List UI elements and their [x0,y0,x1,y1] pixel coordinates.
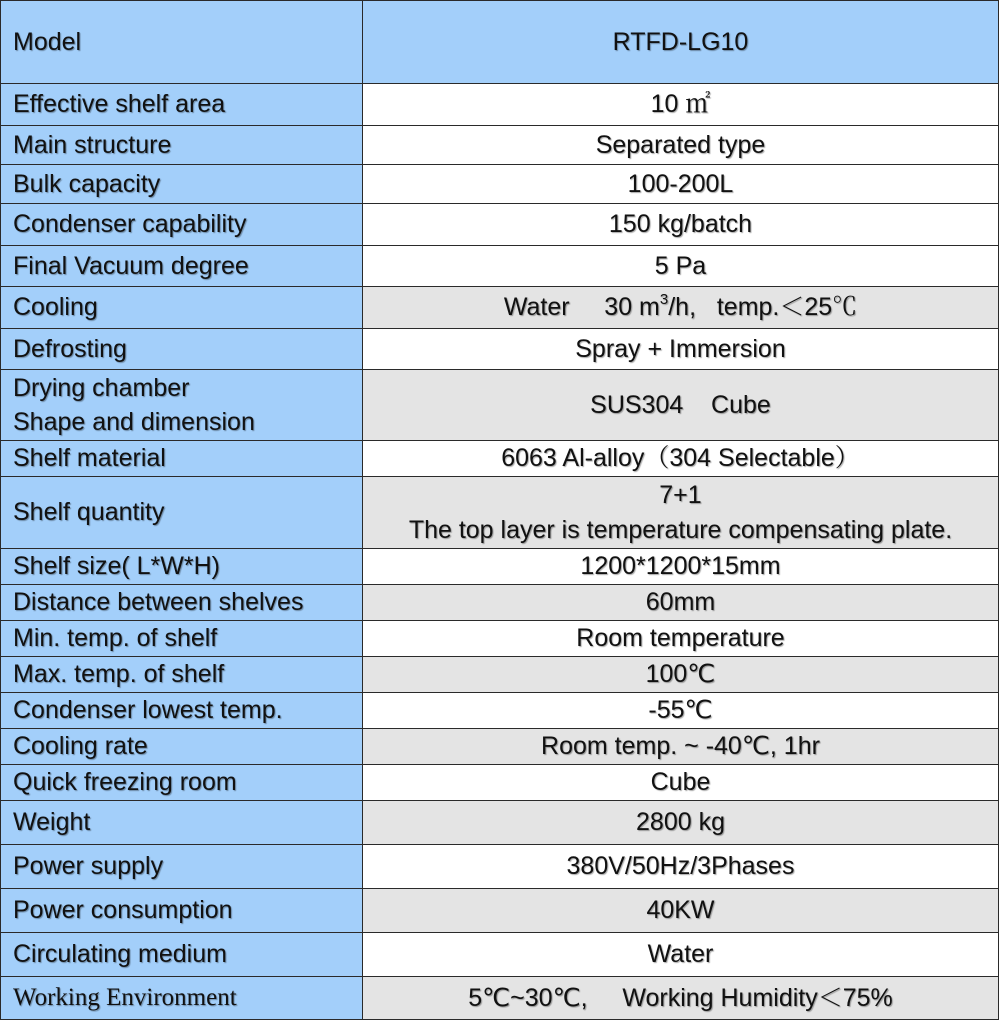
row-label: Shelf size( L*W*H) [1,549,363,585]
row-value: Spray + Immersion [363,329,999,370]
row-value [363,287,999,329]
table-row [1,693,999,729]
cooling-value-suffix: /h, temp.＜25℃ [668,293,858,322]
row-value: 1200*1200*15mm [363,549,999,585]
row-value [363,477,999,549]
row-label: Weight [1,801,363,845]
row-label: Quick freezing room [1,765,363,801]
cooling-value-prefix: Water 30 m [503,293,660,322]
row-label: Shelf material [1,441,363,477]
cooling-value-superscript: 3 [659,290,669,308]
row-value: 2800 kg [363,801,999,845]
row-value: Room temp. ~ -40℃, 1hr [363,729,999,765]
table-row [1,246,999,287]
row-label: Main structure [1,126,363,165]
table-row [1,585,999,621]
row-value: 150 kg/batch [363,204,999,246]
row-label: Power consumption [1,889,363,933]
row-value: 40KW [363,889,999,933]
table-row [1,329,999,370]
table-header-row [1,1,999,84]
table-row [1,441,999,477]
row-value: Water [363,933,999,977]
row-label: Bulk capacity [1,165,363,204]
row-value: 100-200L [363,165,999,204]
table-row [1,621,999,657]
row-label: Cooling rate [1,729,363,765]
row-value: 10 ㎡ [363,84,999,126]
table-row [1,933,999,977]
table-row [1,889,999,933]
table-row [1,204,999,246]
row-label: Max. temp. of shelf [1,657,363,693]
row-value: 100℃ [363,657,999,693]
row-value: 380V/50Hz/3Phases [363,845,999,889]
row-label: Distance between shelves [1,585,363,621]
row-value: 6063 Al-alloy（304 Selectable） [363,441,999,477]
row-value: Room temperature [363,621,999,657]
row-value: Cube [363,765,999,801]
row-label: Condenser lowest temp. [1,693,363,729]
row-value: -55℃ [363,693,999,729]
row-label: Power supply [1,845,363,889]
table-row [1,549,999,585]
row-label: Min. temp. of shelf [1,621,363,657]
row-value: 60mm [363,585,999,621]
table-row [1,765,999,801]
row-label: Condenser capability [1,204,363,246]
table-row [1,977,999,1020]
row-label: Shelf quantity [1,477,363,549]
row-value: 5℃~30℃, Working Humidity＜75% [363,977,999,1020]
table-row [1,845,999,889]
row-label: Effective shelf area [1,84,363,126]
table-row [1,477,999,549]
row-label-line: Shape and dimension [13,408,255,436]
table-row [1,370,999,441]
row-label-line: Drying chamber [13,373,190,402]
row-value: Separated type [363,126,999,165]
row-label: Final Vacuum degree [1,246,363,287]
header-label: Model [1,1,363,84]
row-value-line: 7+1 [659,481,702,509]
row-value-line: The top layer is temperature compensating plate. [408,515,953,544]
table-row [1,801,999,845]
table-row [1,287,999,329]
table-row [1,84,999,126]
row-label: Circulating medium [1,933,363,977]
row-label: Cooling [1,287,363,329]
table-row [1,126,999,165]
header-value: RTFD-LG10 [363,1,999,84]
row-label [1,370,363,441]
table-row [1,729,999,765]
row-value: SUS304 Cube [363,370,999,441]
row-label: Defrosting [1,329,363,370]
table-row [1,657,999,693]
row-value: 5 Pa [363,246,999,287]
table-row [1,165,999,204]
row-label: Working Environment [1,977,363,1020]
